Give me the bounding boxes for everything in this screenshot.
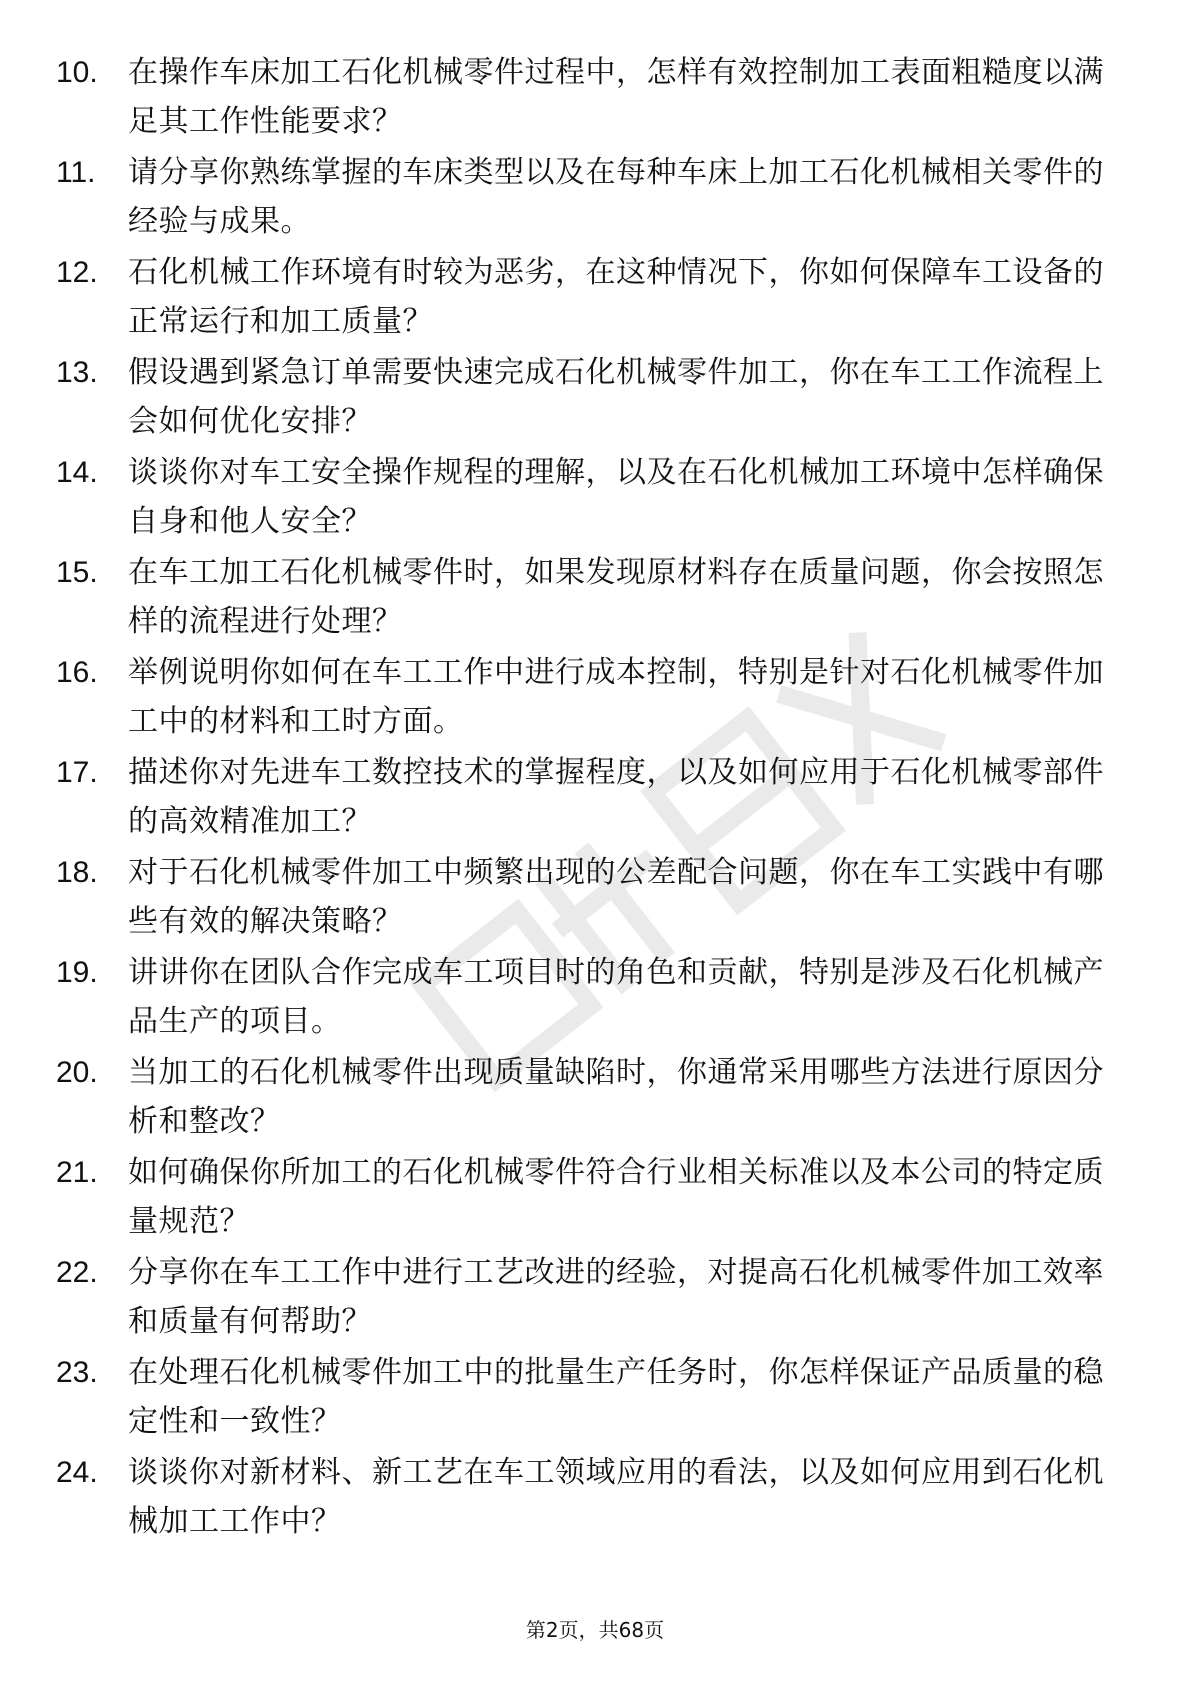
question-number: 18. (56, 856, 98, 889)
question-text: 分享你在车工工作中进行工艺改进的经验，对提高石化机械零件加工效率和质量有何帮助？ (128, 1255, 1104, 1339)
list-item (56, 848, 1116, 946)
question-text: 请分享你熟练掌握的车床类型以及在每种车床上加工石化机械相关零件的经验与成果。 (128, 155, 1104, 239)
question-number: 12. (56, 256, 98, 289)
question-number: 21. (56, 1156, 98, 1189)
question-text: 如何确保你所加工的石化机械零件符合行业相关标准以及本公司的特定质量规范？ (128, 1155, 1104, 1239)
list-item (56, 748, 1116, 846)
question-number: 24. (56, 1456, 98, 1489)
page-footer (0, 1614, 1190, 1643)
question-text: 当加工的石化机械零件出现质量缺陷时，你通常采用哪些方法进行原因分析和整改？ (128, 1055, 1104, 1139)
list-item (56, 248, 1116, 346)
question-number: 11. (56, 156, 96, 189)
question-number: 16. (56, 656, 98, 689)
question-number: 20. (56, 1056, 98, 1089)
question-list (56, 48, 1116, 1548)
list-item (56, 148, 1116, 246)
question-text: 在操作车床加工石化机械零件过程中，怎样有效控制加工表面粗糙度以满足其工作性能要求？ (128, 55, 1104, 139)
list-item (56, 548, 1116, 646)
question-number: 22. (56, 1256, 98, 1289)
question-text: 石化机械工作环境有时较为恶劣，在这种情况下，你如何保障车工设备的正常运行和加工质量？ (128, 255, 1104, 339)
list-item (56, 1148, 1116, 1246)
list-item (56, 1448, 1116, 1546)
list-item (56, 448, 1116, 546)
question-text: 讲讲你在团队合作完成车工项目时的角色和贡献，特别是涉及石化机械产品生产的项目。 (128, 955, 1104, 1039)
list-item (56, 1248, 1116, 1346)
list-item (56, 1348, 1116, 1446)
question-number: 14. (56, 456, 98, 489)
list-item (56, 648, 1116, 746)
question-text: 对于石化机械零件加工中频繁出现的公差配合问题，你在车工实践中有哪些有效的解决策略？ (128, 855, 1104, 939)
question-number: 23. (56, 1356, 98, 1389)
page-number-label: 第2页，共68页 (525, 1618, 665, 1642)
question-text: 假设遇到紧急订单需要快速完成石化机械零件加工，你在车工工作流程上会如何优化安排？ (128, 355, 1104, 439)
question-number: 17. (56, 756, 98, 789)
question-number: 19. (56, 956, 98, 989)
question-text: 在车工加工石化机械零件时，如果发现原材料存在质量问题，你会按照怎样的流程进行处理？ (128, 555, 1104, 639)
list-item (56, 348, 1116, 446)
list-item (56, 48, 1116, 146)
question-number: 15. (56, 556, 98, 589)
question-text: 在处理石化机械零件加工中的批量生产任务时，你怎样保证产品质量的稳定性和一致性？ (128, 1355, 1104, 1439)
question-number: 13. (56, 356, 98, 389)
question-number: 10. (56, 56, 98, 89)
question-text: 描述你对先进车工数控技术的掌握程度，以及如何应用于石化机械零部件的高效精准加工？ (128, 755, 1104, 839)
question-text: 谈谈你对车工安全操作规程的理解，以及在石化机械加工环境中怎样确保自身和他人安全？ (128, 455, 1104, 539)
list-item (56, 948, 1116, 1046)
question-text: 谈谈你对新材料、新工艺在车工领域应用的看法，以及如何应用到石化机械加工工作中？ (128, 1455, 1104, 1539)
list-item (56, 1048, 1116, 1146)
question-text: 举例说明你如何在车工工作中进行成本控制，特别是针对石化机械零件加工中的材料和工时方面。 (128, 655, 1104, 739)
